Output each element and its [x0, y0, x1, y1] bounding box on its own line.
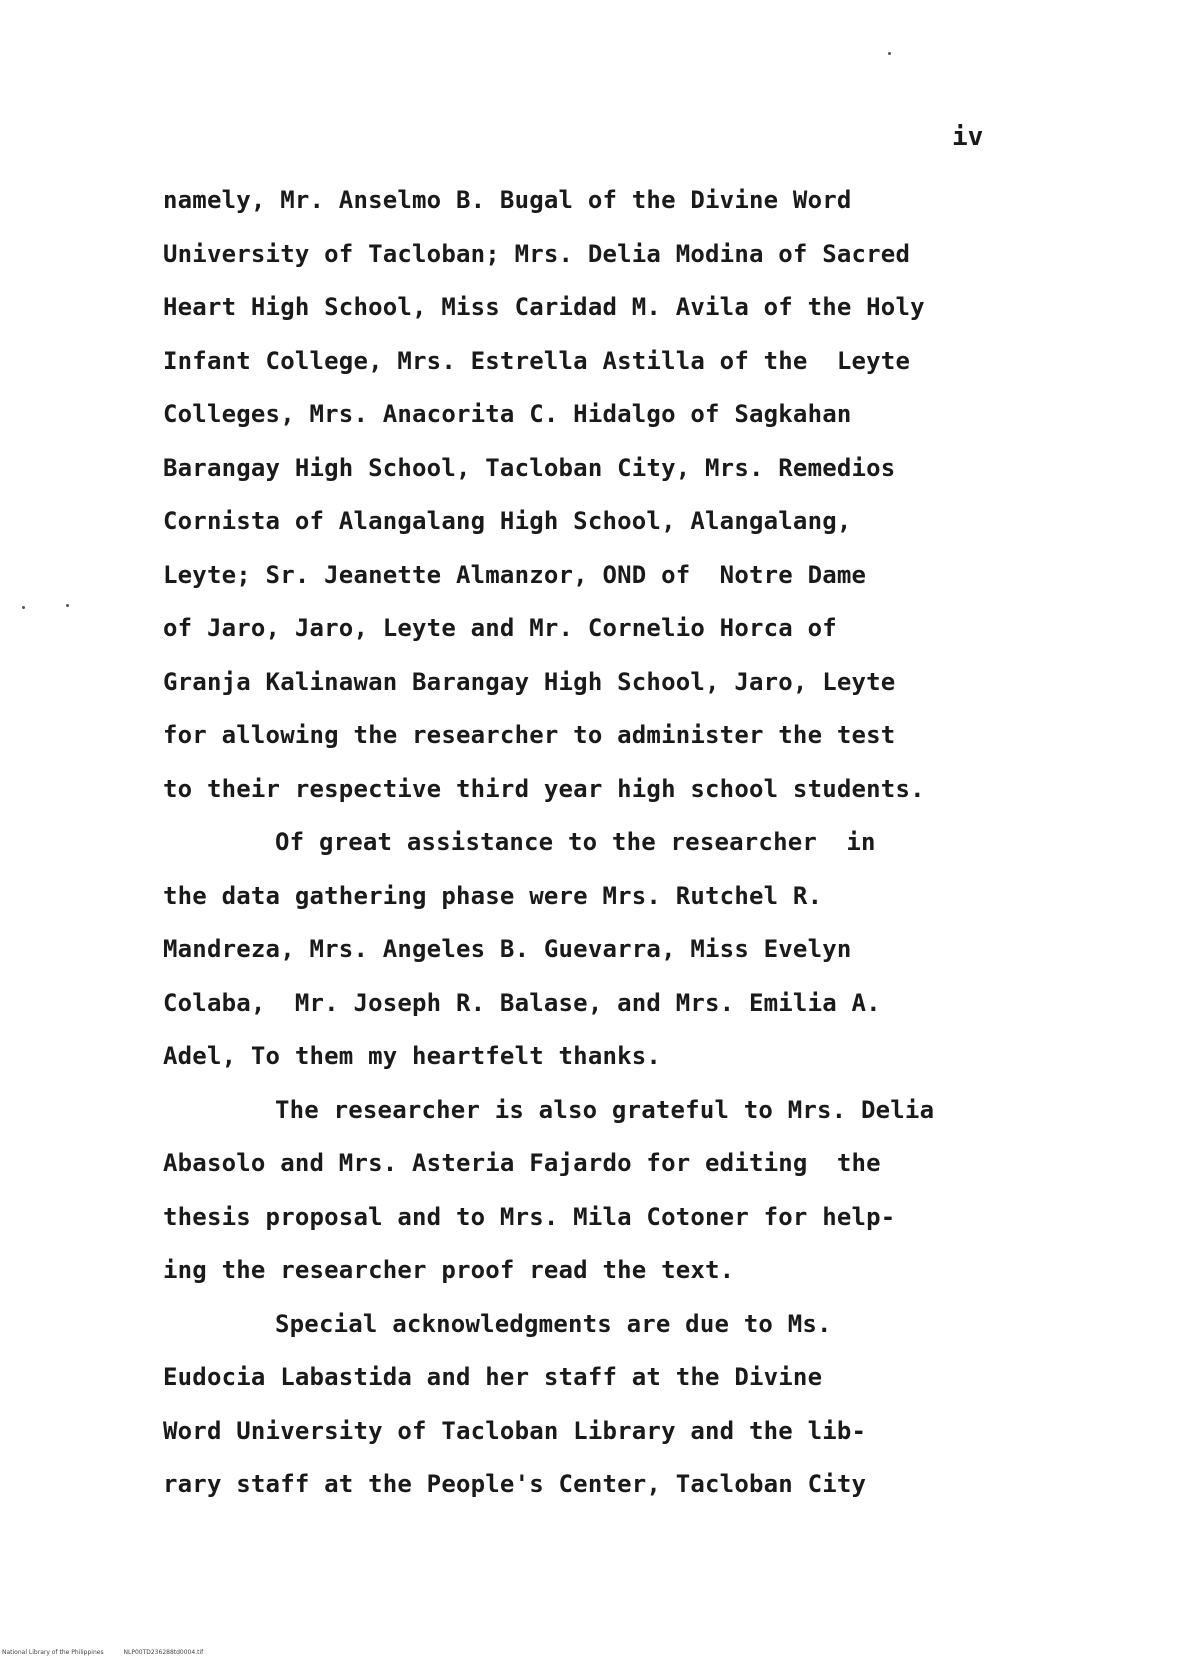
text-line: of Jaro, Jaro, Leyte and Mr. Cornelio Horca of [163, 614, 837, 642]
text-line: namely, Mr. Anselmo B. Bugal of the Divine Word [163, 186, 852, 214]
text-line: Mandreza, Mrs. Angeles B. Guevarra, Miss Evelyn [163, 935, 852, 963]
scan-speck [66, 604, 69, 607]
text-line: University of Tacloban; Mrs. Delia Modina of Sacred [163, 239, 911, 268]
text-line: Colleges, Mrs. Anacorita C. Hidalgo of Sagkahan [163, 400, 852, 428]
text-line: thesis proposal and to Mrs. Mila Cotoner for help- [163, 1202, 896, 1231]
scan-footer [2, 1649, 221, 1656]
text-line: Adel, To them my heartfelt thanks. [163, 1042, 662, 1070]
text-line: Word University of Tacloban Library and the lib- [163, 1416, 867, 1445]
text-line: The researcher is also grateful to Mrs. Delia [275, 1095, 935, 1124]
scan-speck [888, 52, 891, 55]
text-line: Eudocia Labastida and her staff at the Divine [163, 1363, 823, 1391]
text-line: the data gathering phase were Mrs. Rutchel R. [163, 881, 823, 910]
text-line: Cornista of Alangalang High School, Alangalang, [163, 507, 852, 535]
body-text [163, 174, 993, 1512]
text-line: Of great assistance to the researcher in [275, 828, 876, 856]
text-line: Abasolo and Mrs. Asteria Fajardo for editing the [163, 1149, 881, 1177]
text-line: Barangay High School, Tacloban City, Mrs. Remedios [163, 453, 896, 482]
text-line: to their respective third year high school students. [163, 774, 925, 803]
text-line: Granja Kalinawan Barangay High School, Jaro, Leyte [163, 667, 896, 696]
scan-speck [22, 606, 25, 609]
text-line: for allowing the researcher to administer the test [163, 721, 896, 749]
text-line: Colaba, Mr. Joseph R. Balase, and Mrs. Emilia A. [163, 988, 881, 1017]
text-line: rary staff at the People's Center, Tacloban City [163, 1470, 867, 1498]
text-line: Infant College, Mrs. Estrella Astilla of the Leyte [163, 346, 911, 375]
footer-filename: NLP00TD236288td0004.tif [123, 1649, 204, 1656]
text-line: Heart High School, Miss Caridad M. Avila of the Holy [163, 293, 925, 321]
page-number: iv [952, 122, 984, 152]
text-line: Leyte; Sr. Jeanette Almanzor, OND of Notre Dame [163, 560, 867, 589]
text-line: Special acknowledgments are due to Ms. [275, 1309, 832, 1338]
text-line: ing the researcher proof read the text. [163, 1256, 735, 1284]
footer-library: National Library of the Philippines [2, 1649, 104, 1656]
